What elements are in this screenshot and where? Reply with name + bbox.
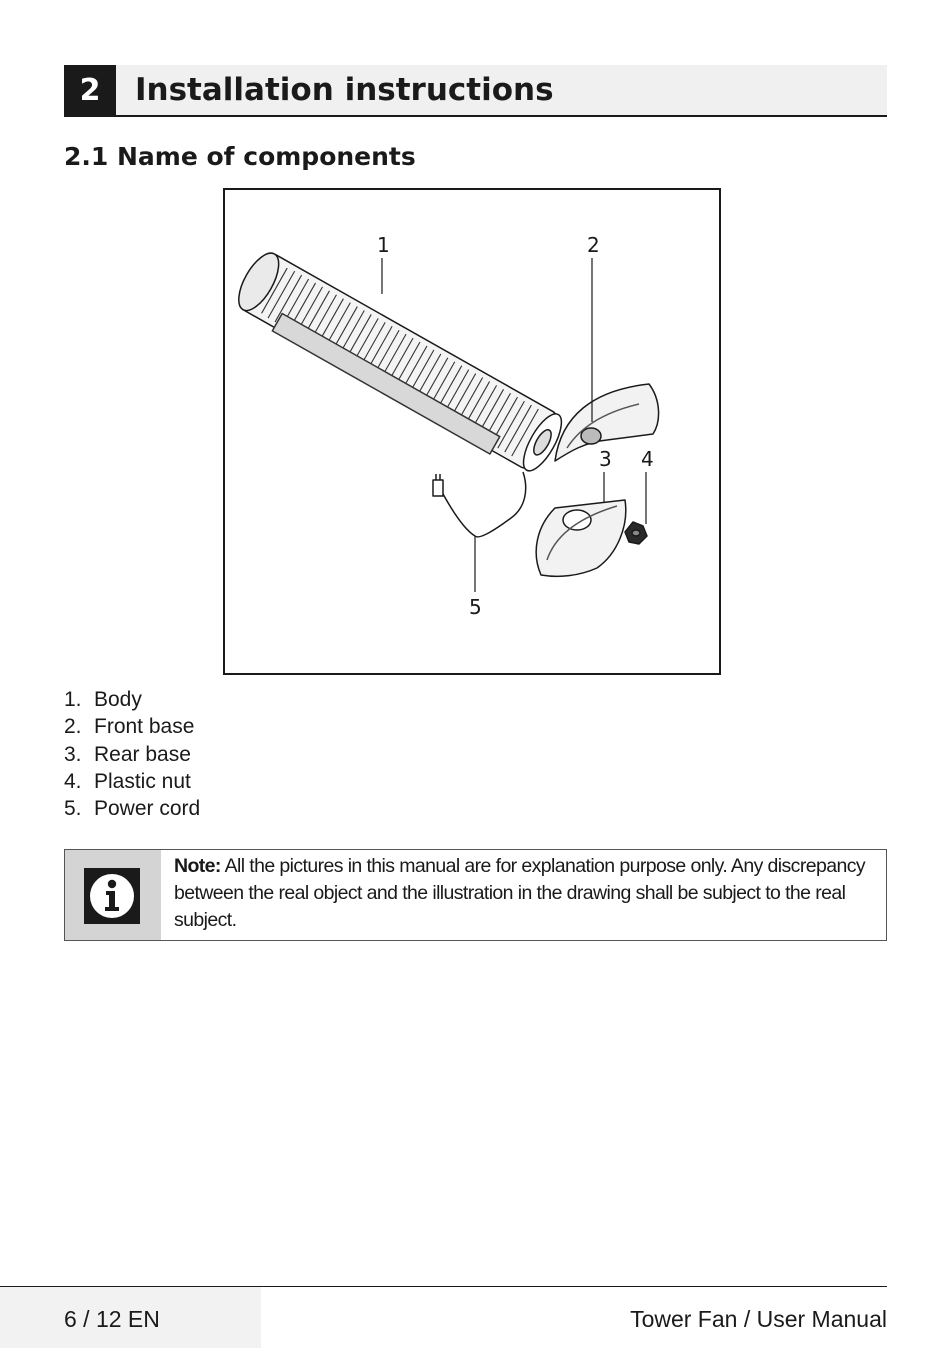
list-item xyxy=(64,741,200,768)
info-icon xyxy=(84,868,140,924)
list-item-number: 4. xyxy=(64,769,82,793)
note-box xyxy=(64,849,887,941)
list-item-label: Rear base xyxy=(94,742,191,766)
list-item-label: Body xyxy=(94,688,142,711)
chapter-number: 2 xyxy=(64,65,116,115)
fan-body-drawing xyxy=(229,247,569,480)
chapter-title: Installation instructions xyxy=(135,72,554,108)
list-item-number: 1. xyxy=(64,688,82,711)
list-item-label: Plastic nut xyxy=(94,769,191,793)
document-title: Tower Fan / User Manual xyxy=(630,1306,887,1332)
list-item xyxy=(64,686,200,713)
plastic-nut-drawing xyxy=(625,522,647,544)
note-label: Note: xyxy=(174,855,221,877)
rear-base-drawing xyxy=(536,500,626,576)
components-list xyxy=(64,686,200,822)
callout-label: 2 xyxy=(587,233,600,257)
note-icon-cell xyxy=(65,850,161,940)
components-figure xyxy=(223,188,721,675)
list-item xyxy=(64,795,200,822)
callout-label: 4 xyxy=(641,447,654,471)
list-item-label: Power cord xyxy=(94,797,201,821)
note-text xyxy=(174,853,874,934)
list-item-number: 2. xyxy=(64,715,82,739)
power-cord-drawing xyxy=(433,472,526,537)
page-number: 6 / 12 EN xyxy=(64,1306,160,1332)
callout-label: 3 xyxy=(599,447,612,471)
list-item xyxy=(64,768,200,795)
section-title: 2.1 Name of components xyxy=(64,142,416,171)
note-body: All the pictures in this manual are for explanation purpose only. Any discrepancy between the real object and the illustration in the drawing shall be subject to the real subject. xyxy=(174,855,866,931)
list-item xyxy=(64,713,200,740)
list-item-label: Front base xyxy=(94,715,195,739)
list-item-number: 3. xyxy=(64,742,82,766)
callout-label: 1 xyxy=(377,233,390,257)
callout-label: 5 xyxy=(469,595,482,619)
chapter-header xyxy=(64,65,887,117)
tower-fan-exploded-illustration xyxy=(225,190,723,677)
list-item-number: 5. xyxy=(64,797,82,821)
